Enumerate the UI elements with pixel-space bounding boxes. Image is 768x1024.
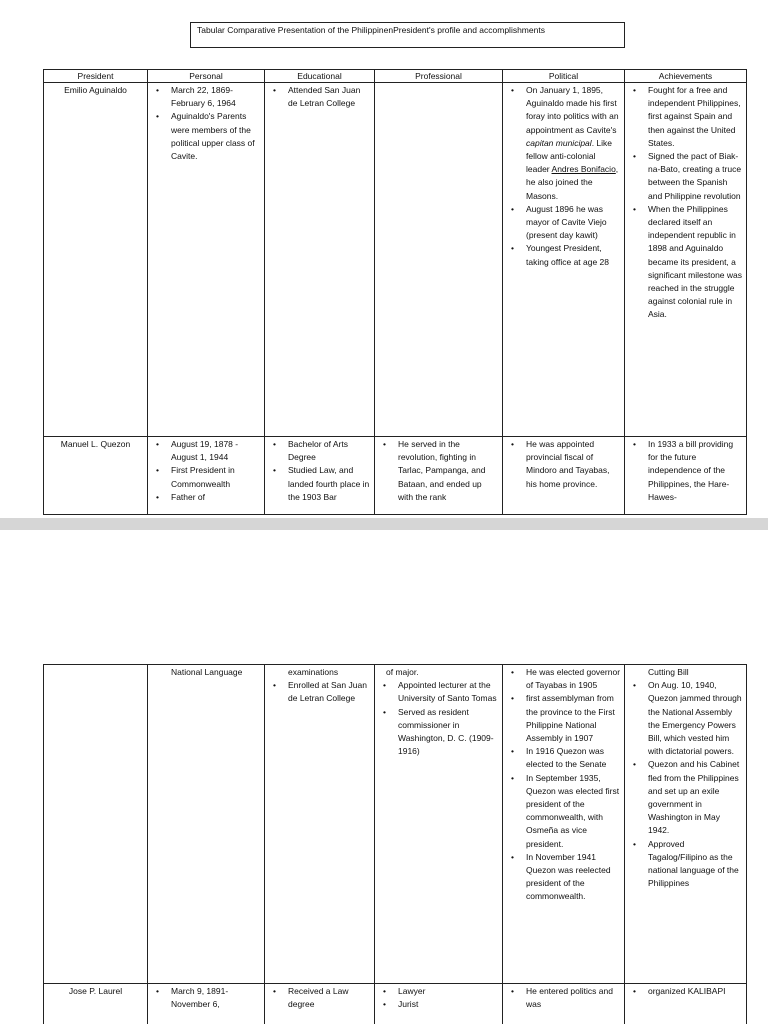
achievements-cell bbox=[625, 83, 747, 437]
educational-cell bbox=[265, 83, 375, 437]
table-header-row bbox=[44, 70, 747, 83]
list-item: • He entered politics and was bbox=[506, 985, 621, 1011]
header-political: Political bbox=[503, 70, 625, 83]
continued-text: Cutting Bill bbox=[648, 667, 689, 677]
continued-text: National Language bbox=[171, 667, 243, 677]
political-cell bbox=[503, 665, 625, 984]
list-item: • On January 1, 1895, Aguinaldo made his first foray into politics with an appointment as Cavite's capitan municipal. Like fellow anti-colonial leader Andres Bonifacio, he also joined the Masons. bbox=[506, 84, 621, 203]
list-item: • Received a Law degree bbox=[268, 985, 371, 1011]
document-page-2 bbox=[0, 530, 768, 1024]
list-item: • Signed the pact of Biak-na-Bato, creating a truce between the Spanish and Philippine revolution bbox=[628, 150, 743, 203]
continued-text: examinations bbox=[288, 667, 339, 677]
header-personal: Personal bbox=[148, 70, 265, 83]
professional-cell bbox=[375, 437, 503, 515]
header-educational: Educational bbox=[265, 70, 375, 83]
list-item: • Appointed lecturer at the University of Santo Tomas bbox=[378, 679, 499, 705]
bonifacio-link[interactable]: Andres Bonifacio bbox=[551, 164, 616, 175]
comparison-table-page-1 bbox=[43, 69, 747, 515]
achievements-cell bbox=[625, 984, 747, 1024]
list-item: • He was elected governor of Tayabas in 1905 bbox=[506, 666, 621, 692]
list-item: • When the Philippines declared itself an independent republic in 1898 and Aguinaldo became its president, a significant milestone was reached in the struggle against colonial rule in Asia. bbox=[628, 203, 743, 322]
political-cell bbox=[503, 83, 625, 437]
list-item: • Enrolled at San Juan de Letran College bbox=[268, 679, 371, 705]
president-name: Jose P. Laurel bbox=[44, 984, 148, 1024]
list-item: • Youngest President, taking office at age 28 bbox=[506, 242, 621, 268]
political-cell bbox=[503, 437, 625, 515]
list-item: • Served as resident commissioner in Washington, D. C. (1909-1916) bbox=[378, 706, 499, 759]
list-item: • Aguinaldo's Parents were members of the political upper class of Cavite. bbox=[151, 110, 261, 163]
table-row bbox=[44, 83, 747, 437]
list-item: • He served in the revolution, fighting in Tarlac, Pampanga, and Bataan, and ended up with the rank bbox=[378, 438, 499, 504]
list-item: • Fought for a free and independent Philippines, first against Spain and then against the United States. bbox=[628, 84, 743, 150]
president-name: Manuel L. Quezon bbox=[44, 437, 148, 515]
professional-cell bbox=[375, 665, 503, 984]
educational-cell bbox=[265, 665, 375, 984]
list-item: • Studied Law, and landed fourth place in the 1903 Bar bbox=[268, 464, 371, 504]
list-item: • Bachelor of Arts Degree bbox=[268, 438, 371, 464]
president-name: Emilio Aguinaldo bbox=[44, 83, 148, 437]
comparison-table-page-2 bbox=[43, 664, 747, 1024]
list-item: • In 1916 Quezon was elected to the Senate bbox=[506, 745, 621, 771]
header-president: President bbox=[44, 70, 148, 83]
table-row bbox=[44, 665, 747, 984]
list-item: • In September 1935, Quezon was elected first president of the commonwealth, with Osmeña as vice president. bbox=[506, 772, 621, 851]
list-item: • In November 1941 Quezon was reelected president of the commonwealth. bbox=[506, 851, 621, 904]
list-item: • Father of bbox=[151, 491, 261, 504]
list-item: • Approved Tagalog/Filipino as the national language of the Philippines bbox=[628, 838, 743, 891]
personal-cell bbox=[148, 83, 265, 437]
list-item: • Attended San Juan de Letran College bbox=[268, 84, 371, 110]
list-item: • Jurist bbox=[378, 998, 499, 1011]
list-item: • He was appointed provincial fiscal of Mindoro and Tayabas, his home province. bbox=[506, 438, 621, 491]
list-item: • organized KALIBAPI bbox=[628, 985, 743, 998]
continued-text: of major. bbox=[386, 667, 419, 677]
list-item: • first assemblyman from the province to the First Philippine National Assembly in 1907 bbox=[506, 692, 621, 745]
list-item: • Lawyer bbox=[378, 985, 499, 998]
list-item: • On Aug. 10, 1940, Quezon jammed through the National Assembly the Emergency Powers Bill, which vested him with dictatorial powers. bbox=[628, 679, 743, 758]
document-title: Tabular Comparative Presentation of the PhilippinenPresident's profile and accomplishments bbox=[190, 22, 625, 48]
professional-cell bbox=[375, 83, 503, 437]
list-item: • First President in Commonwealth bbox=[151, 464, 261, 490]
personal-cell bbox=[148, 665, 265, 984]
list-item: • In 1933 a bill providing for the future independence of the Philippines, the Hare-Hawes- bbox=[628, 438, 743, 504]
educational-cell bbox=[265, 437, 375, 515]
achievements-cell bbox=[625, 437, 747, 515]
header-professional: Professional bbox=[375, 70, 503, 83]
list-item: • Quezon and his Cabinet fled from the Philippines and set up an exile government in Washington in May 1942. bbox=[628, 758, 743, 837]
professional-cell bbox=[375, 984, 503, 1024]
list-item: • March 22, 1869-February 6, 1964 bbox=[151, 84, 261, 110]
list-item: • March 9, 1891- November 6, bbox=[151, 985, 261, 1011]
personal-cell bbox=[148, 984, 265, 1024]
header-achievements: Achievements bbox=[625, 70, 747, 83]
educational-cell bbox=[265, 984, 375, 1024]
table-row bbox=[44, 437, 747, 515]
achievements-cell bbox=[625, 665, 747, 984]
list-item: • August 1896 he was mayor of Cavite Viejo (present day kawit) bbox=[506, 203, 621, 243]
table-row bbox=[44, 984, 747, 1024]
political-cell bbox=[503, 984, 625, 1024]
list-item: • August 19, 1878 - August 1, 1944 bbox=[151, 438, 261, 464]
president-name-cell bbox=[44, 665, 148, 984]
personal-cell bbox=[148, 437, 265, 515]
